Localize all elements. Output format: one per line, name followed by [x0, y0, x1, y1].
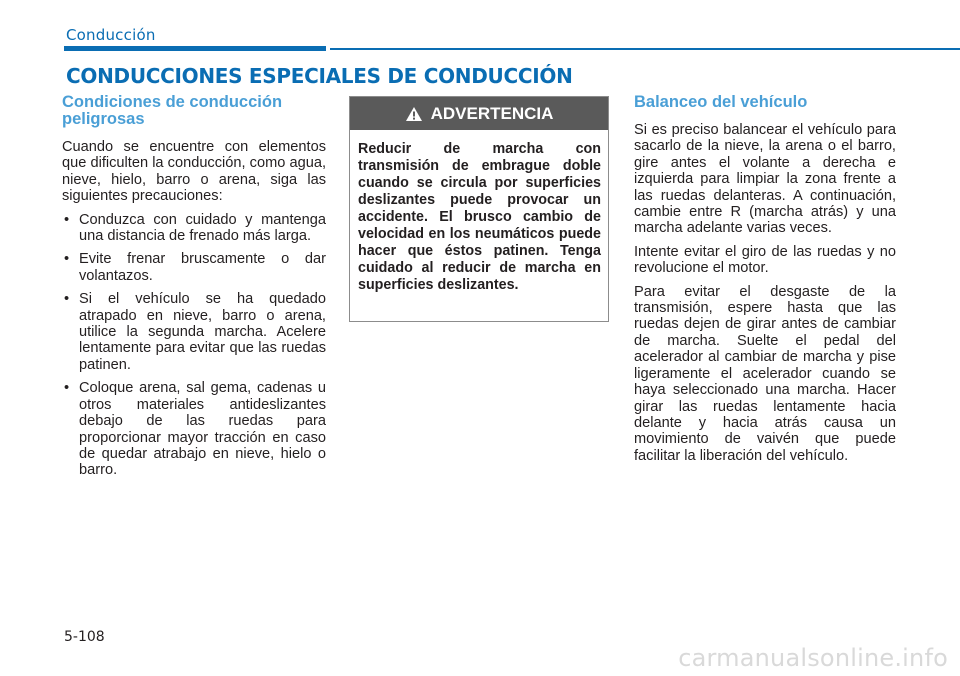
right-paragraph: Intente evitar el giro de las ruedas y no revolucione el motor. — [634, 243, 896, 277]
warning-box — [349, 96, 609, 322]
left-column — [62, 94, 326, 486]
section-label: Conducción — [66, 26, 156, 44]
left-intro: Cuando se encuentre con elementos que dificulten la conducción, como agua, nieve, hielo, barro o arena, siga las siguientes precauciones: — [62, 139, 326, 205]
list-item: • Evite frenar bruscamente o dar volantazos. — [62, 251, 326, 284]
warning-triangle-icon — [405, 106, 423, 122]
warning-title: ADVERTENCIA — [430, 103, 554, 123]
right-heading: Balanceo del vehículo — [634, 93, 808, 111]
page-number: 5-108 — [64, 629, 105, 645]
list-item: • Conduzca con cuidado y mantenga una distancia de frenado más larga. — [62, 212, 326, 245]
left-heading: Condiciones de conducción peligrosas — [62, 93, 283, 128]
warning-header — [350, 97, 608, 130]
warning-text: Reducir de marcha con transmisión de embrague doble cuando se circula por superficies deslizantes puede provocar un accidente. El brusco cambio de velocidad en los neumáticos puede hacer que éstos patinen. Tenga cuidado al reducir de marcha en superficies deslizantes. — [358, 141, 601, 293]
section-rule-thick — [64, 46, 326, 51]
right-paragraph: Si es preciso balancear el vehículo para sacarlo de la nieve, la arena o el barro, gire antes el volante a derecha e izquierda para limpiar la zona frente a las ruedas delanteras. A continuación, cambie entre R (marcha atrás) y una marcha adelante varias veces. — [634, 122, 896, 237]
right-column — [634, 94, 896, 471]
watermark: carmanualsonline.info — [678, 644, 948, 672]
precautions-list — [62, 212, 326, 479]
list-item: • Si el vehículo se ha quedado atrapado en nieve, barro o arena, utilice la segunda marcha. Acelere lentamente para evitar que las ruedas patinen. — [62, 291, 326, 373]
page-title: CONDUCCIONES ESPECIALES DE CONDUCCIÓN — [66, 64, 573, 88]
section-rule-thin — [330, 48, 960, 50]
list-item: • Coloque arena, sal gema, cadenas u otros materiales antideslizantes debajo de las ruedas para proporcionar mayor tracción en caso de quedar atrabajo en nieve, hielo o barro. — [62, 380, 326, 478]
right-paragraph: Para evitar el desgaste de la transmisión, espere hasta que las ruedas dejen de girar antes de cambiar de marcha. Suelte el pedal del acelerador al cambiar de marcha y pise ligeramente el acelerador cuando se haya seleccionado una marcha. Hacer girar las ruedas lentamente hacia delante y hacia atrás causa un movimiento de vaivén que puede facilitar la liberación del vehículo. — [634, 283, 896, 464]
